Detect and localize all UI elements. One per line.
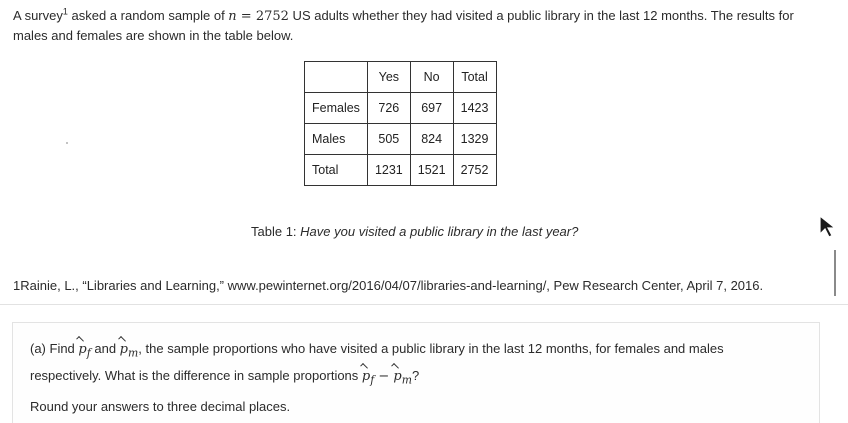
minus-sign: −: [374, 368, 394, 384]
table-header-row: [305, 62, 497, 93]
p-hat-f: [78, 339, 90, 365]
p-symbol: p: [393, 368, 402, 384]
table-cell: 726: [367, 93, 410, 124]
question-and: and: [90, 341, 120, 356]
footnote-ref[interactable]: 1: [62, 6, 68, 17]
sub-f: f: [86, 346, 91, 360]
table-cell: 824: [410, 124, 453, 155]
table-row: [305, 124, 497, 155]
intro-text-1: A survey: [13, 8, 63, 23]
equals-sign: =: [236, 9, 256, 24]
question-body: , the sample proportions who have visited a public library in the last 12 months, for females and males respectively. What is the difference in sample proportions: [30, 341, 724, 383]
question-end: ?: [412, 367, 420, 383]
table-header-cell: Total: [453, 62, 496, 93]
footnote-text: Rainie, L., “Libraries and Learning,” www.pewinternet.org/2016/04/07/libraries-and-learning/, Pew Research Center, April 7, 2016.: [20, 278, 764, 293]
table-header-cell: Yes: [367, 62, 410, 93]
p-hat-m-diff: [393, 366, 412, 392]
row-label: Males: [305, 124, 368, 155]
table-cell: 1521: [410, 155, 453, 186]
p-symbol: p: [119, 342, 128, 357]
table-header-cell: [305, 62, 368, 93]
sub-m: m: [401, 373, 413, 387]
p-hat-m: [120, 339, 139, 365]
intro-paragraph: [13, 6, 803, 45]
caption-text: Have you visited a public library in the last year?: [300, 224, 579, 239]
sub-m: m: [128, 346, 139, 360]
table-row: [305, 93, 497, 124]
intro-text-2: asked a random sample of: [67, 8, 229, 23]
scrollbar[interactable]: [834, 250, 836, 296]
footnote: [13, 278, 763, 293]
table-cell: 505: [367, 124, 410, 155]
n-symbol: n: [228, 9, 237, 24]
stray-dot: [66, 142, 68, 144]
table-cell: 1231: [367, 155, 410, 186]
table-cell: 1423: [453, 93, 496, 124]
table-cell: 697: [410, 93, 453, 124]
row-label: Total: [305, 155, 368, 186]
survey-table: [304, 61, 497, 186]
footnote-mark: 1: [13, 278, 21, 293]
p-hat-f-diff: [362, 366, 374, 392]
caption-prefix: Table 1:: [251, 224, 301, 239]
question-text: [30, 338, 750, 391]
sub-f: f: [370, 373, 375, 387]
p-symbol: p: [78, 342, 87, 357]
n-value: 2752: [255, 9, 289, 24]
table-header-cell: No: [410, 62, 453, 93]
rounding-instruction: Round your answers to three decimal places.: [30, 399, 291, 414]
row-label: Females: [305, 93, 368, 124]
intro-text-3: US adults whether they had visited a public library in the last 12 months. The results for males and females are shown in the table below.: [13, 8, 794, 43]
p-symbol: p: [361, 368, 371, 384]
arrow-cursor-icon: [818, 214, 838, 238]
table-cell: 1329: [453, 124, 496, 155]
table-row: [305, 155, 497, 186]
question-lead: (a) Find: [30, 341, 79, 356]
table-caption: [251, 224, 578, 239]
section-divider: [0, 304, 848, 305]
table-cell: 2752: [453, 155, 496, 186]
